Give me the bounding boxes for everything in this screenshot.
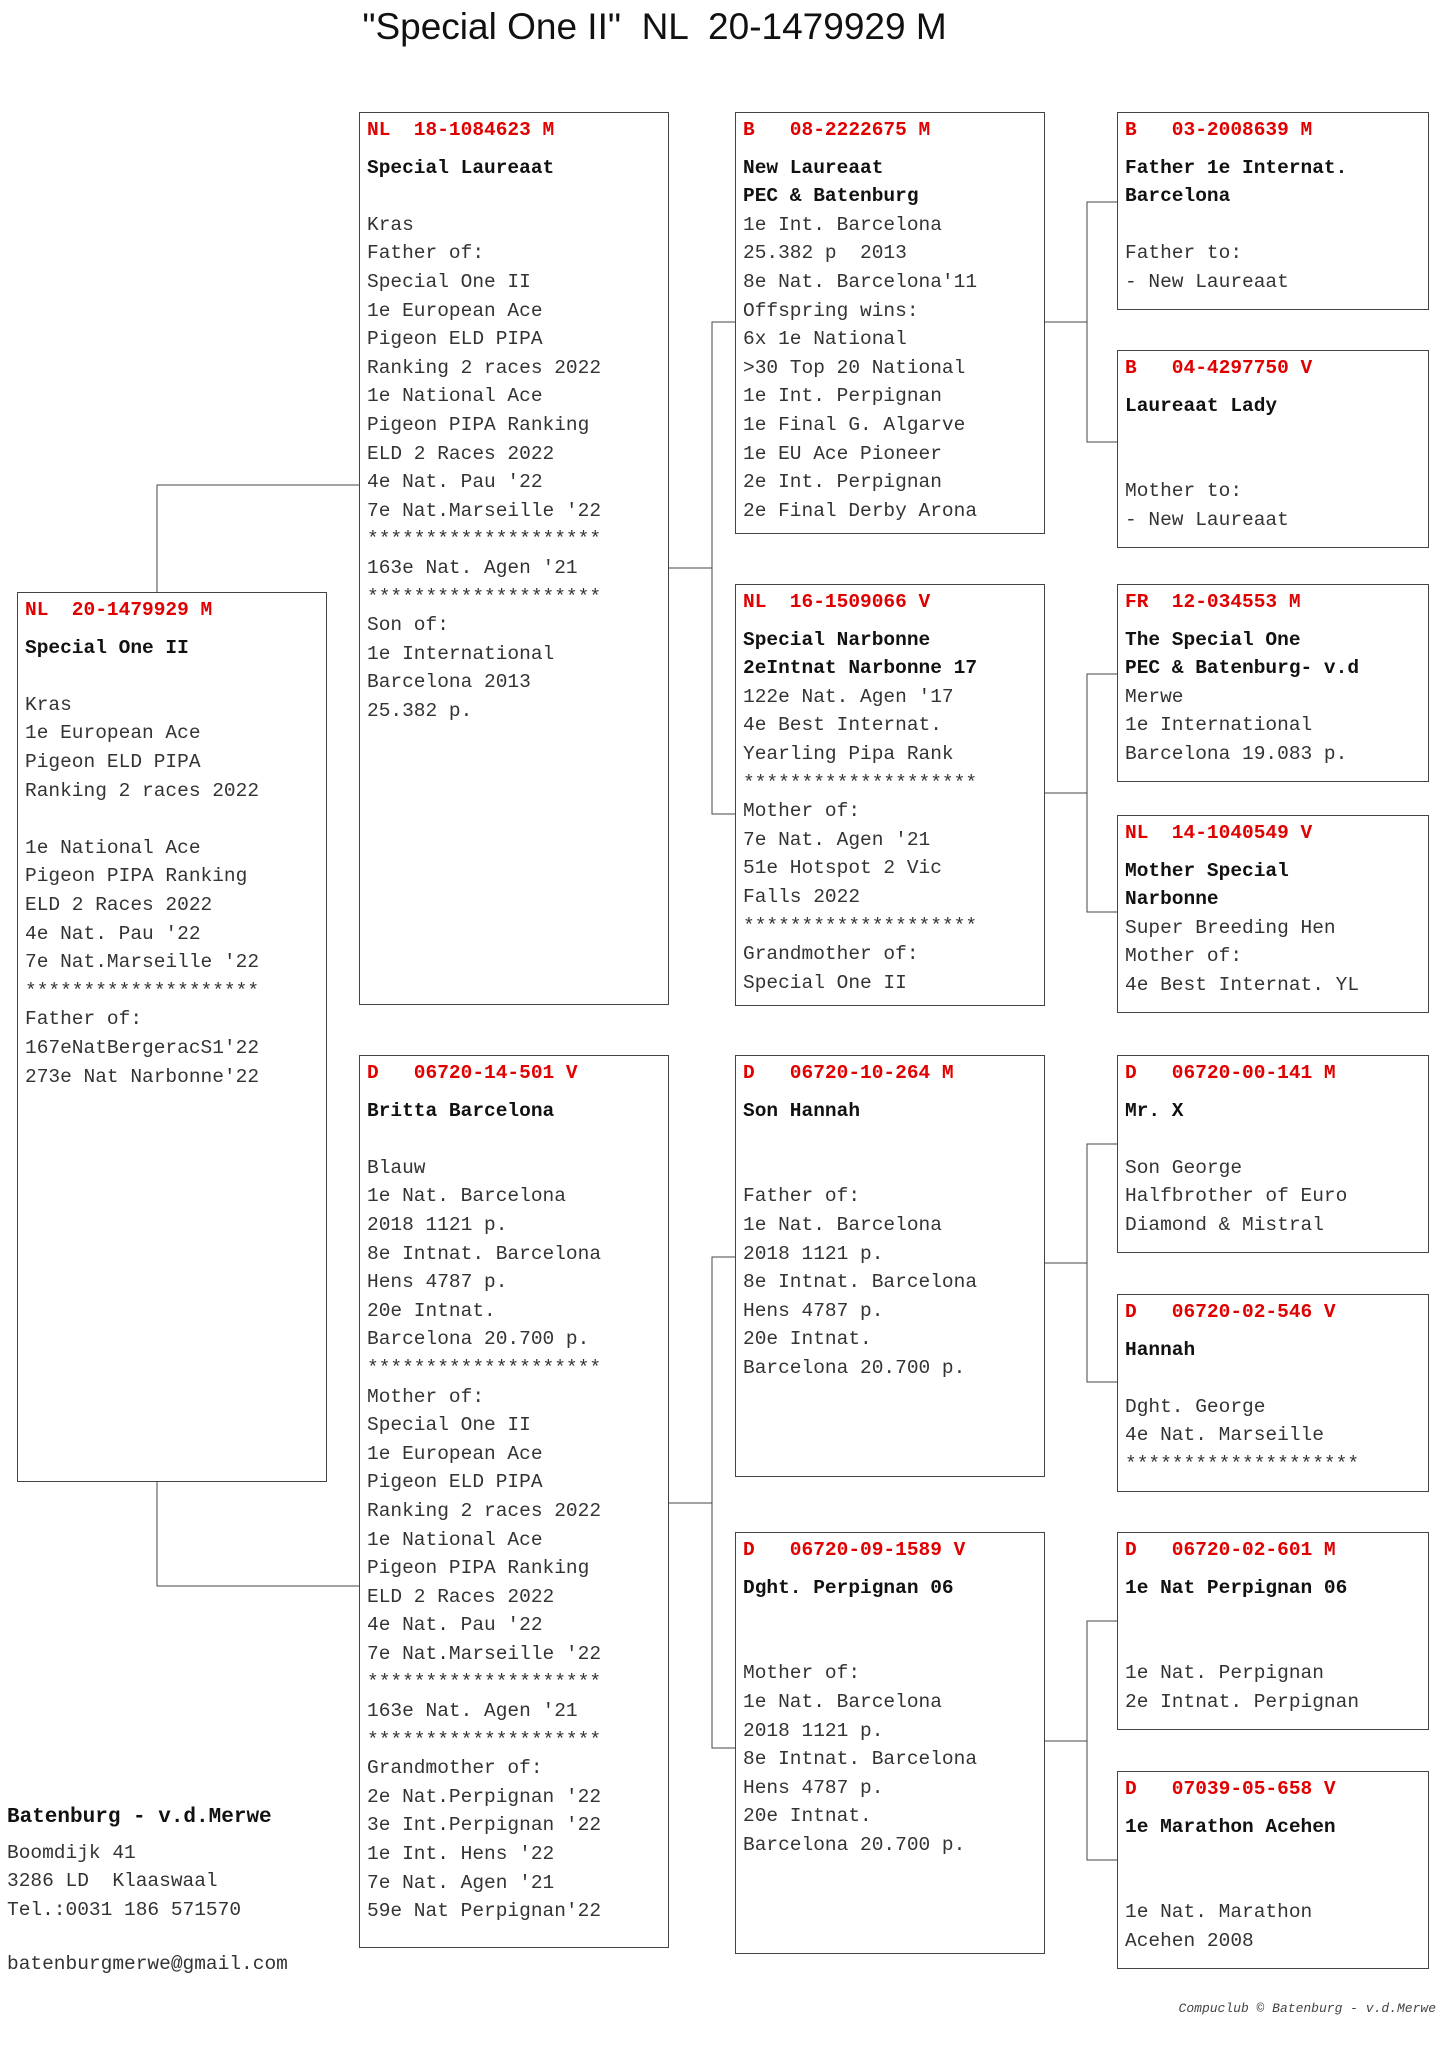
pigeon-info-line: Barcelona 20.700 p. (743, 1356, 966, 1379)
connector-sd-parents (1087, 674, 1117, 912)
pigeon-info-line: Diamond & Mistral (1125, 1213, 1324, 1236)
pigeon-info-line (1125, 1841, 1428, 1870)
pigeon-info-line: 163e Nat. Agen '21 (367, 556, 578, 579)
connector-subject-sire (157, 485, 359, 592)
pigeon-name: 1e Nat Perpignan 06 (1125, 1576, 1348, 1599)
pigeon-info-line: Barcelona 2013 (367, 671, 531, 694)
pigeon-card-ss-sire (1117, 112, 1429, 310)
page-title: "Special One II" NL 20-1479929 M (362, 6, 947, 47)
pigeon-info-line: ELD 2 Races 2022 (25, 893, 213, 916)
pigeon-info-line: ******************** (367, 585, 602, 608)
pigeon-name: Hannah (1125, 1338, 1196, 1361)
pigeon-info-line: Grandmother of: (743, 943, 919, 966)
ring-number: D 06720-09-1589 V (743, 1539, 966, 1561)
pigeon-info-line: 1e Nat. Barcelona (743, 1213, 942, 1236)
pigeon-card-sd-sire (1117, 584, 1429, 782)
pigeon-info-line: 1e National Ace (367, 1528, 543, 1551)
pigeon-info-line: 4e Best Internat. (743, 714, 942, 737)
pigeon-card-ds-sire (1117, 1055, 1429, 1253)
pigeon-info-line: Halfbrother of Euro (1125, 1185, 1348, 1208)
pigeon-info-line: 1e European Ace (25, 722, 201, 745)
pigeon-card-ss-dam (1117, 350, 1429, 548)
pigeon-info-line: 2e Nat.Perpignan '22 (367, 1785, 602, 1808)
pigeon-info-line: Ranking 2 races 2022 (25, 779, 260, 802)
pigeon-info-line: Son of: (367, 614, 449, 637)
pigeon-info-line: 2018 1121 p. (743, 1719, 884, 1742)
connector-dam-parents (712, 1257, 735, 1748)
pigeon-info-line (743, 1602, 1044, 1631)
pigeon-info-line: 1e Nat. Barcelona (367, 1185, 566, 1208)
pigeon-info-line: 7e Nat.Marseille '22 (367, 499, 602, 522)
ring-number: NL 16-1509066 V (743, 591, 931, 613)
pigeon-info-line: 1e European Ace (367, 1442, 543, 1465)
pigeon-info-line (25, 805, 326, 834)
pigeon-info-line: Special One II (367, 270, 531, 293)
ring-number: NL 14-1040549 V (1125, 822, 1313, 844)
pigeon-name: Special Narbonne (743, 628, 931, 651)
pigeon-info-line: 1e Nat. Perpignan (1125, 1662, 1324, 1685)
pigeon-info-line: 8e Intnat. Barcelona (743, 1271, 978, 1294)
ring-number: D 06720-02-546 V (1125, 1301, 1336, 1323)
pigeon-info-line: 1e European Ace (367, 299, 543, 322)
pigeon-info-line: 2e Int. Perpignan (743, 471, 942, 494)
pigeon-info-line: Blauw (367, 1156, 426, 1179)
pigeon-info-line: ******************** (367, 528, 602, 551)
pigeon-info-line: Super Breeding Hen (1125, 916, 1336, 939)
pigeon-info-line: Barcelona 19.083 p. (1125, 742, 1348, 765)
pigeon-card-dam (359, 1055, 669, 1948)
pigeon-info-line (743, 1631, 1044, 1660)
pigeon-info-line: Mother of: (1125, 945, 1243, 968)
pigeon-info-line: Mother of: (367, 1385, 485, 1408)
pigeon-info-line: Father of: (743, 1185, 861, 1208)
pigeon-info-line: Merwe (1125, 685, 1184, 708)
pigeon-info-line: 8e Intnat. Barcelona (743, 1748, 978, 1771)
breeder-address-street: Boomdijk 41 (7, 1841, 136, 1864)
breeder-name: Batenburg - v.d.Merwe (7, 1806, 272, 1829)
pigeon-info-line: Ranking 2 races 2022 (367, 356, 602, 379)
pigeon-name: The Special One (1125, 628, 1301, 651)
pigeon-info-line: 25.382 p 2013 (743, 242, 907, 265)
pigeon-info-line: ******************** (1125, 1452, 1360, 1475)
pigeon-info-line: 1e Nat. Barcelona (743, 1690, 942, 1713)
pigeon-info-line: ******************** (25, 979, 260, 1002)
pigeon-info-line: 1e International (1125, 714, 1313, 737)
pigeon-info-line (1125, 449, 1428, 478)
pigeon-info-line: Special One II (367, 1414, 531, 1437)
pigeon-info-line: 8e Nat. Barcelona'11 (743, 270, 978, 293)
pigeon-info-line: Dght. George (1125, 1395, 1266, 1418)
pigeon-card-dam-sire (735, 1055, 1045, 1477)
pigeon-info-line: 1e EU Ace Pioneer (743, 442, 942, 465)
pigeon-info-line: Acehen 2008 (1125, 1929, 1254, 1952)
pigeon-card-sd-dam (1117, 815, 1429, 1013)
pigeon-name: 1e Marathon Acehen (1125, 1815, 1336, 1838)
pigeon-card-ds-dam (1117, 1294, 1429, 1492)
ring-number: B 04-4297750 V (1125, 357, 1313, 379)
pigeon-info-line (1125, 420, 1428, 449)
pigeon-info-line: Mother of: (743, 800, 861, 823)
pigeon-info-line (1125, 211, 1428, 240)
pigeon-subtitle: 2eIntnat Narbonne 17 (743, 657, 978, 680)
pigeon-info-line: Yearling Pipa Rank (743, 742, 954, 765)
pigeon-info-line: Offspring wins: (743, 299, 919, 322)
pigeon-info-line (1125, 1602, 1428, 1631)
pigeon-card-sire-dam (735, 584, 1045, 1006)
pigeon-info-line (743, 1154, 1044, 1183)
ring-number: D 06720-14-501 V (367, 1062, 578, 1084)
pigeon-info-line (367, 1125, 668, 1154)
pigeon-info-line: Special One II (743, 971, 907, 994)
ring-number: D 07039-05-658 V (1125, 1778, 1336, 1800)
pigeon-info-line: 4e Nat. Pau '22 (25, 922, 201, 945)
pigeon-info-line: Barcelona 20.700 p. (367, 1328, 590, 1351)
pigeon-info-line: 167eNatBergeracS1'22 (25, 1036, 260, 1059)
pigeon-info-line: Hens 4787 p. (743, 1776, 884, 1799)
pigeon-info-line: Kras (367, 213, 414, 236)
pigeon-info-line: >30 Top 20 National (743, 356, 966, 379)
connector-ds-parents (1087, 1144, 1117, 1382)
pigeon-info-line: Mother to: (1125, 480, 1243, 503)
pigeon-info-line: Pigeon PIPA Ranking (25, 865, 248, 888)
pigeon-info-line: - New Laureaat (1125, 508, 1289, 531)
pigeon-info-line: Falls 2022 (743, 885, 861, 908)
ring-number: B 03-2008639 M (1125, 119, 1313, 141)
pigeon-info-line: ******************** (367, 1356, 602, 1379)
pigeon-info-line: 1e National Ace (25, 836, 201, 859)
pigeon-info-line (1125, 1870, 1428, 1899)
pigeon-info-line: 4e Nat. Pau '22 (367, 1614, 543, 1637)
pigeon-info-line: Hens 4787 p. (743, 1299, 884, 1322)
ring-number: NL 18-1084623 M (367, 119, 555, 141)
pigeon-info-line: 163e Nat. Agen '21 (367, 1700, 578, 1723)
pigeon-info-line: ******************** (743, 914, 978, 937)
pigeon-info-line: 1e National Ace (367, 385, 543, 408)
pigeon-info-line: 1e Int. Hens '22 (367, 1843, 555, 1866)
pigeon-info-line: 4e Nat. Pau '22 (367, 471, 543, 494)
pigeon-subtitle: PEC & Batenburg- v.d (1125, 657, 1360, 680)
breeder-info (7, 1804, 288, 1979)
pigeon-info-line: Pigeon PIPA Ranking (367, 413, 590, 436)
pigeon-info-line: 59e Nat Perpignan'22 (367, 1900, 602, 1923)
pigeon-info-line: Pigeon ELD PIPA (367, 328, 543, 351)
pigeon-info-line: 51e Hotspot 2 Vic (743, 857, 942, 880)
pigeon-name: Special One II (25, 636, 189, 659)
pigeon-info-line: ELD 2 Races 2022 (367, 442, 555, 465)
pigeon-info-line: Grandmother of: (367, 1757, 543, 1780)
pigeon-subtitle: PEC & Batenburg (743, 185, 919, 208)
pigeon-name: Mr. X (1125, 1099, 1184, 1122)
pigeon-info-line (1125, 1364, 1428, 1393)
pigeon-info-line: Ranking 2 races 2022 (367, 1499, 602, 1522)
pigeon-name: New Laureaat (743, 156, 884, 179)
pigeon-info-line: 1e Final G. Algarve (743, 413, 966, 436)
footer-copyright: Compuclub © Batenburg - v.d.Merwe (1178, 2001, 1436, 2016)
pigeon-name: Mother Special (1125, 859, 1289, 882)
pigeon-info-line: 20e Intnat. (367, 1299, 496, 1322)
pigeon-info-line: 2018 1121 p. (367, 1213, 508, 1236)
pigeon-info-line: Father to: (1125, 242, 1243, 265)
ring-number: NL 20-1479929 M (25, 599, 213, 621)
breeder-phone: Tel.:0031 186 571570 (7, 1898, 242, 1921)
pigeon-info-line: 122e Nat. Agen '17 (743, 685, 954, 708)
pigeon-info-line: 25.382 p. (367, 699, 473, 722)
pigeon-info-line: Pigeon ELD PIPA (25, 750, 201, 773)
pigeon-info-line (367, 182, 668, 211)
ring-number: FR 12-034553 M (1125, 591, 1301, 613)
pigeon-info-line: Kras (25, 693, 72, 716)
pigeon-info-line: 1e Int. Perpignan (743, 385, 942, 408)
pigeon-info-line: 3e Int.Perpignan '22 (367, 1814, 602, 1837)
pigeon-info-line (1125, 1631, 1428, 1660)
pigeon-info-line: ******************** (743, 771, 978, 794)
pigeon-info-line: 2e Intnat. Perpignan (1125, 1690, 1360, 1713)
pigeon-card-sire (359, 112, 669, 1005)
pigeon-info-line: 4e Nat. Marseille (1125, 1424, 1324, 1447)
pigeon-info-line: Father of: (367, 242, 485, 265)
pigeon-info-line: ******************** (367, 1728, 602, 1751)
breeder-address-city: 3286 LD Klaaswaal (7, 1870, 218, 1893)
pigeon-card-dam-dam (735, 1532, 1045, 1954)
connector-subject-dam (157, 1479, 359, 1586)
pigeon-name: Britta Barcelona (367, 1099, 555, 1122)
connector-sire-parents (712, 322, 735, 814)
pigeon-info-line: 7e Nat.Marseille '22 (367, 1642, 602, 1665)
pigeon-name: Dght. Perpignan 06 (743, 1576, 954, 1599)
pigeon-info-line: 20e Intnat. (743, 1328, 872, 1351)
pigeon-info-line: ELD 2 Races 2022 (367, 1585, 555, 1608)
pigeon-info-line (25, 662, 326, 691)
pigeon-info-line: ******************** (367, 1671, 602, 1694)
pigeon-info-line: Hens 4787 p. (367, 1271, 508, 1294)
pigeon-info-line: 2e Final Derby Arona (743, 499, 978, 522)
pigeon-info-line: 1e Int. Barcelona (743, 213, 942, 236)
pigeon-name: Son Hannah (743, 1099, 861, 1122)
pigeon-card-sire-sire (735, 112, 1045, 534)
pigeon-card-subject (17, 592, 327, 1482)
pigeon-info-line: 7e Nat. Agen '21 (367, 1871, 555, 1894)
pigeon-info-line: Mother of: (743, 1662, 861, 1685)
ring-number: D 06720-10-264 M (743, 1062, 954, 1084)
pigeon-info-line: Barcelona 20.700 p. (743, 1833, 966, 1856)
pigeon-name: Laureaat Lady (1125, 394, 1278, 417)
pigeon-card-dd-sire (1117, 1532, 1429, 1730)
connector-ss-parents (1087, 202, 1117, 442)
ring-number: D 06720-00-141 M (1125, 1062, 1336, 1084)
breeder-email: batenburgmerwe@gmail.com (7, 1953, 288, 1976)
pigeon-info-line: 1e International (367, 642, 555, 665)
pigeon-info-line (1125, 1125, 1428, 1154)
pigeon-info-line: 20e Intnat. (743, 1805, 872, 1828)
pigeon-info-line: Pigeon PIPA Ranking (367, 1557, 590, 1580)
pigeon-info-line: 6x 1e National (743, 328, 907, 351)
ring-number: D 06720-02-601 M (1125, 1539, 1336, 1561)
pigeon-info-line: 8e Intnat. Barcelona (367, 1242, 602, 1265)
pigeon-info-line: 4e Best Internat. YL (1125, 973, 1360, 996)
connector-dd-parents (1087, 1621, 1117, 1860)
pigeon-name: Special Laureaat (367, 156, 555, 179)
pigeon-card-dd-dam (1117, 1771, 1429, 1969)
pigeon-info-line: 7e Nat. Agen '21 (743, 828, 931, 851)
pigeon-subtitle: Barcelona (1125, 185, 1231, 208)
pigeon-info-line: Father of: (25, 1008, 143, 1031)
pigeon-name: Father 1e Internat. (1125, 156, 1348, 179)
pigeon-info-line: 7e Nat.Marseille '22 (25, 951, 260, 974)
pigeon-info-line: - New Laureaat (1125, 270, 1289, 293)
pigeon-info-line: 2018 1121 p. (743, 1242, 884, 1265)
pigeon-subtitle: Narbonne (1125, 888, 1219, 911)
pigeon-info-line: Pigeon ELD PIPA (367, 1471, 543, 1494)
pigeon-info-line (743, 1125, 1044, 1154)
pigeon-info-line: 1e Nat. Marathon (1125, 1901, 1313, 1924)
pigeon-info-line: Son George (1125, 1156, 1243, 1179)
pigeon-info-line: 273e Nat Narbonne'22 (25, 1065, 260, 1088)
ring-number: B 08-2222675 M (743, 119, 931, 141)
